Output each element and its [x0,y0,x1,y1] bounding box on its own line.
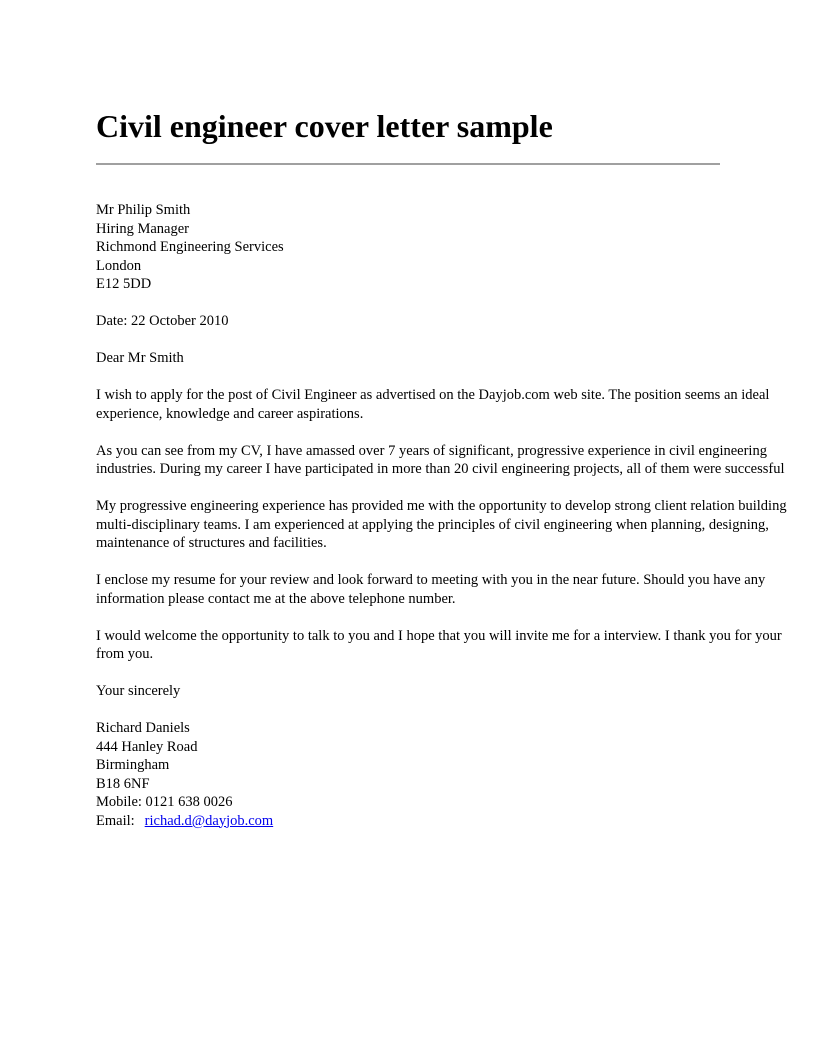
sender-street: 444 Hanley Road [96,738,198,755]
paragraph [96,386,816,423]
paragraph-line: I enclose my resume for your review and look forward to meeting with you in the near future. Should you have any [96,572,766,588]
paragraph-line: experience, knowledge and career aspirations. [96,405,364,422]
salutation: Dear Mr Smith [96,350,184,366]
recipient-company: Richmond Engineering Services [96,239,284,255]
sender-name: Richard Daniels [96,720,190,736]
paragraph [96,571,816,608]
sender-email-line [96,812,816,831]
recipient-position: Hiring Manager [96,220,190,237]
paragraph-line: from you. [96,646,154,662]
email-link[interactable]: richad.d@dayjob.com [144,812,274,829]
document-title: Civil engineer cover letter sample [96,108,553,144]
paragraph-line: industries. During my career I have participated in more than 20 civil engineering projects, all of them were successful [96,461,785,477]
recipient-city: London [96,257,142,274]
closing: Your sincerely [96,683,181,699]
letter-body [96,201,816,849]
paragraph-line: information please contact me at the above telephone number. [96,590,456,607]
recipient-address [96,201,816,294]
title-divider [96,163,720,165]
paragraph [96,442,816,479]
paragraph-line: I would welcome the opportunity to talk to you and I hope that you will invite me for a interview. I thank you for your [96,627,782,644]
paragraph-line: maintenance of structures and facilities. [96,535,327,551]
paragraph-line: As you can see from my CV, I have amassed over 7 years of significant, progressive experience in civil engineering [96,442,767,459]
paragraph [96,497,816,553]
paragraph [96,627,816,664]
paragraph-line: I wish to apply for the post of Civil Engineer as advertised on the Dayjob.com web site. The position seems an ideal [96,387,770,403]
recipient-postcode: E12 5DD [96,276,152,292]
paragraph-line: multi-disciplinary teams. I am experienced at applying the principles of civil engineering when planning, designing, [96,516,769,533]
recipient-name: Mr Philip Smith [96,202,191,218]
paragraph-line: My progressive engineering experience has provided me with the opportunity to develop strong client relation building [96,498,787,514]
sender-postcode: B18 6NF [96,775,150,792]
email-label: Email: [96,812,135,829]
sender-mobile: Mobile: 0121 638 0026 [96,794,233,810]
sender-city: Birmingham [96,757,170,773]
sender-address [96,719,816,830]
letter-date: Date: 22 October 2010 [96,313,229,329]
